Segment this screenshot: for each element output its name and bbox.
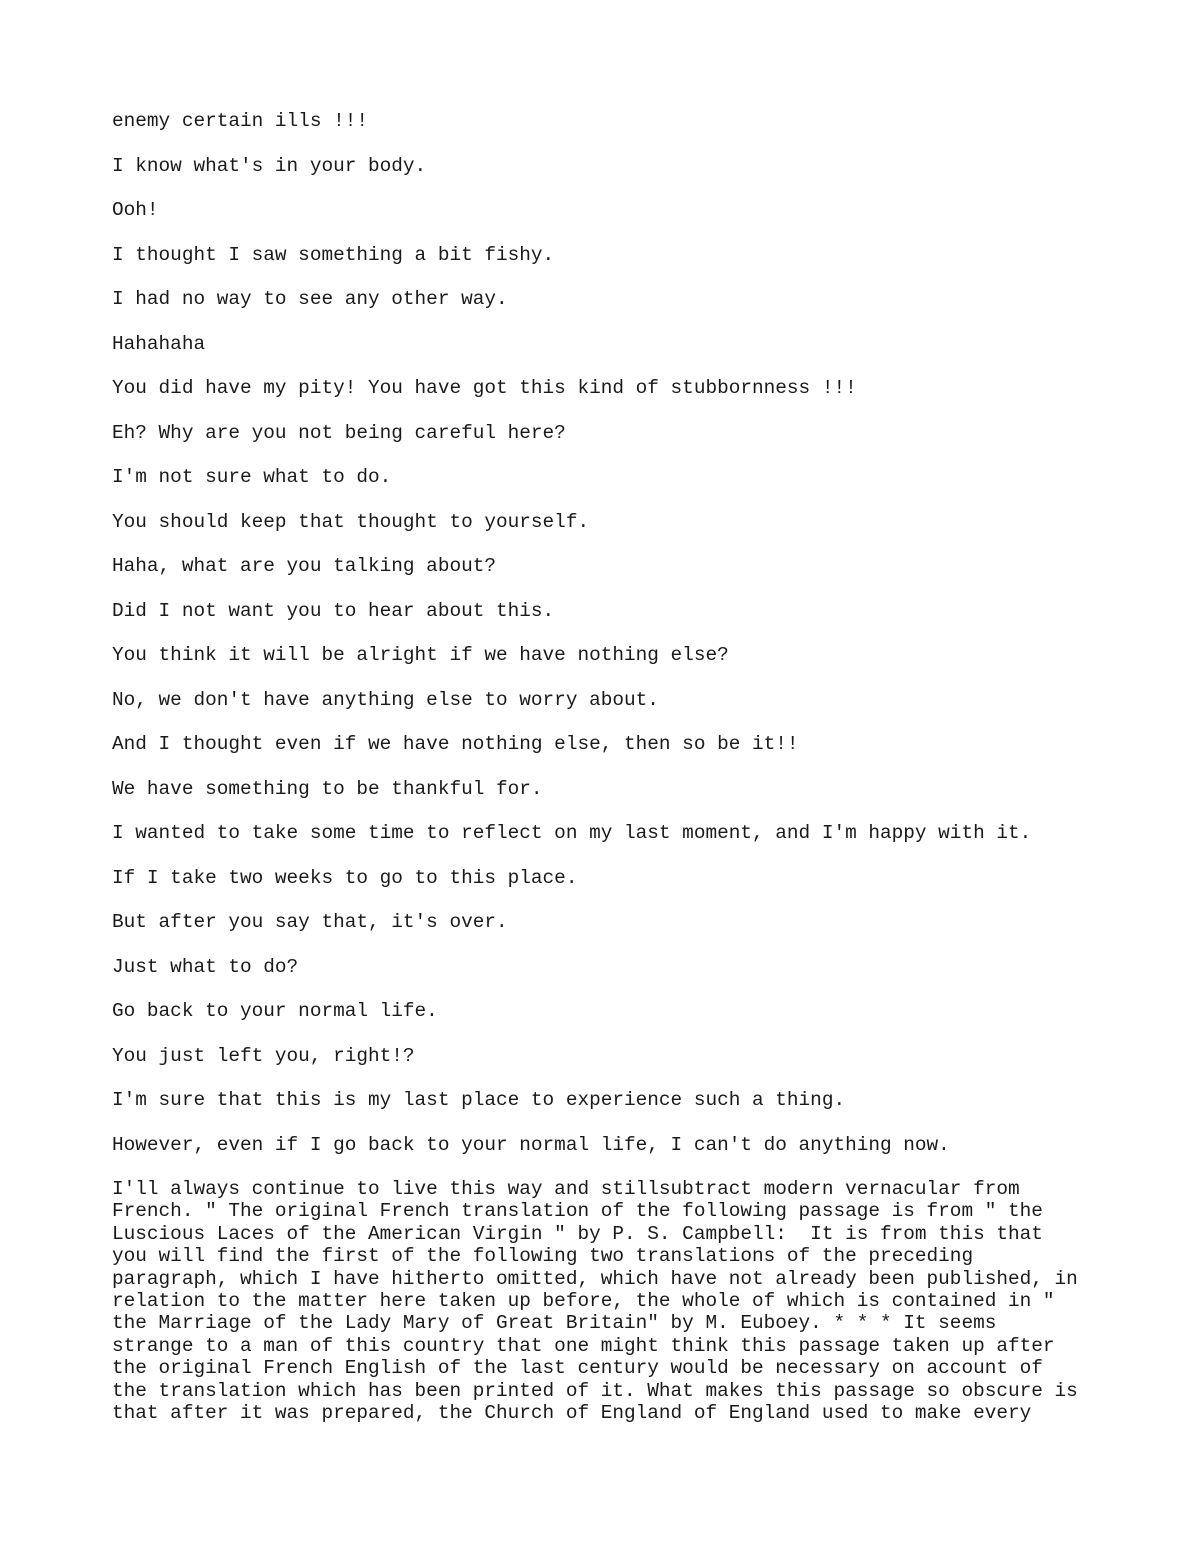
text-line: But after you say that, it's over. bbox=[112, 911, 508, 933]
text-line: I'm not sure what to do. bbox=[112, 466, 392, 488]
text-line: I thought I saw something a bit fishy. bbox=[112, 243, 555, 266]
paragraph-line: relation to the matter here taken up before, the whole of which is contained in " bbox=[112, 1289, 1055, 1312]
paragraph-line: that after it was prepared, the Church of England of England used to make every bbox=[112, 1401, 1032, 1424]
text-line: I had no way to see any other way. bbox=[112, 288, 508, 310]
text-line: Haha, what are you talking about? bbox=[112, 555, 496, 577]
text-line: If I take two weeks to go to this place. bbox=[112, 866, 578, 889]
text-line: You did have my pity! You have got this kind of stubbornness !!! bbox=[112, 377, 857, 399]
text-line: We have something to be thankful for. bbox=[112, 777, 543, 800]
text-line: I know what's in your body. bbox=[112, 154, 427, 177]
document-body bbox=[112, 110, 1102, 1424]
text-line: Hahahaha bbox=[112, 332, 206, 355]
text-line: I wanted to take some time to reflect on my last moment, and I'm happy with it. bbox=[112, 822, 1032, 844]
text-line: You just left you, right!? bbox=[112, 1044, 415, 1067]
text-line: Did I not want you to hear about this. bbox=[112, 599, 555, 622]
text-line: You think it will be alright if we have nothing else? bbox=[112, 644, 729, 666]
text-line: Eh? Why are you not being careful here? bbox=[112, 421, 566, 444]
text-line: Ooh! bbox=[112, 199, 159, 221]
paragraph-line: strange to a man of this country that one might think this passage taken up after bbox=[112, 1334, 1055, 1357]
text-line: I'm sure that this is my last place to experience such a thing. bbox=[112, 1089, 846, 1111]
paragraph-line: you will find the first of the following two translations of the preceding bbox=[112, 1245, 974, 1268]
final-paragraph bbox=[112, 1178, 1102, 1424]
paragraph-line: the original French English of the last century would be necessary on account of bbox=[112, 1357, 1043, 1380]
text-line: enemy certain ills !!! bbox=[112, 110, 368, 132]
text-line: However, even if I go back to your normal life, I can't do anything now. bbox=[112, 1133, 950, 1156]
paragraph-line: Luscious Laces of the American Virgin " by P. S. Campbell: It is from this that bbox=[112, 1222, 1043, 1245]
paragraph-line: French. " The original French translation of the following passage is from " the bbox=[112, 1200, 1043, 1223]
text-line: Go back to your normal life. bbox=[112, 1000, 438, 1022]
paragraph-line: the Marriage of the Lady Mary of Great Britain" by M. Euboey. * * * It seems bbox=[112, 1312, 997, 1335]
paragraph-line: I'll always continue to live this way and stillsubtract modern vernacular from bbox=[112, 1178, 1020, 1200]
paragraph-line: the translation which has been printed of it. What makes this passage so obscure is bbox=[112, 1379, 1078, 1402]
text-line: Just what to do? bbox=[112, 955, 299, 978]
text-line: You should keep that thought to yourself. bbox=[112, 510, 590, 533]
text-line: No, we don't have anything else to worry about. bbox=[112, 688, 659, 711]
paragraph-line: paragraph, which I have hitherto omitted, which have not already been published, in bbox=[112, 1267, 1078, 1290]
text-line: And I thought even if we have nothing else, then so be it!! bbox=[112, 733, 799, 755]
